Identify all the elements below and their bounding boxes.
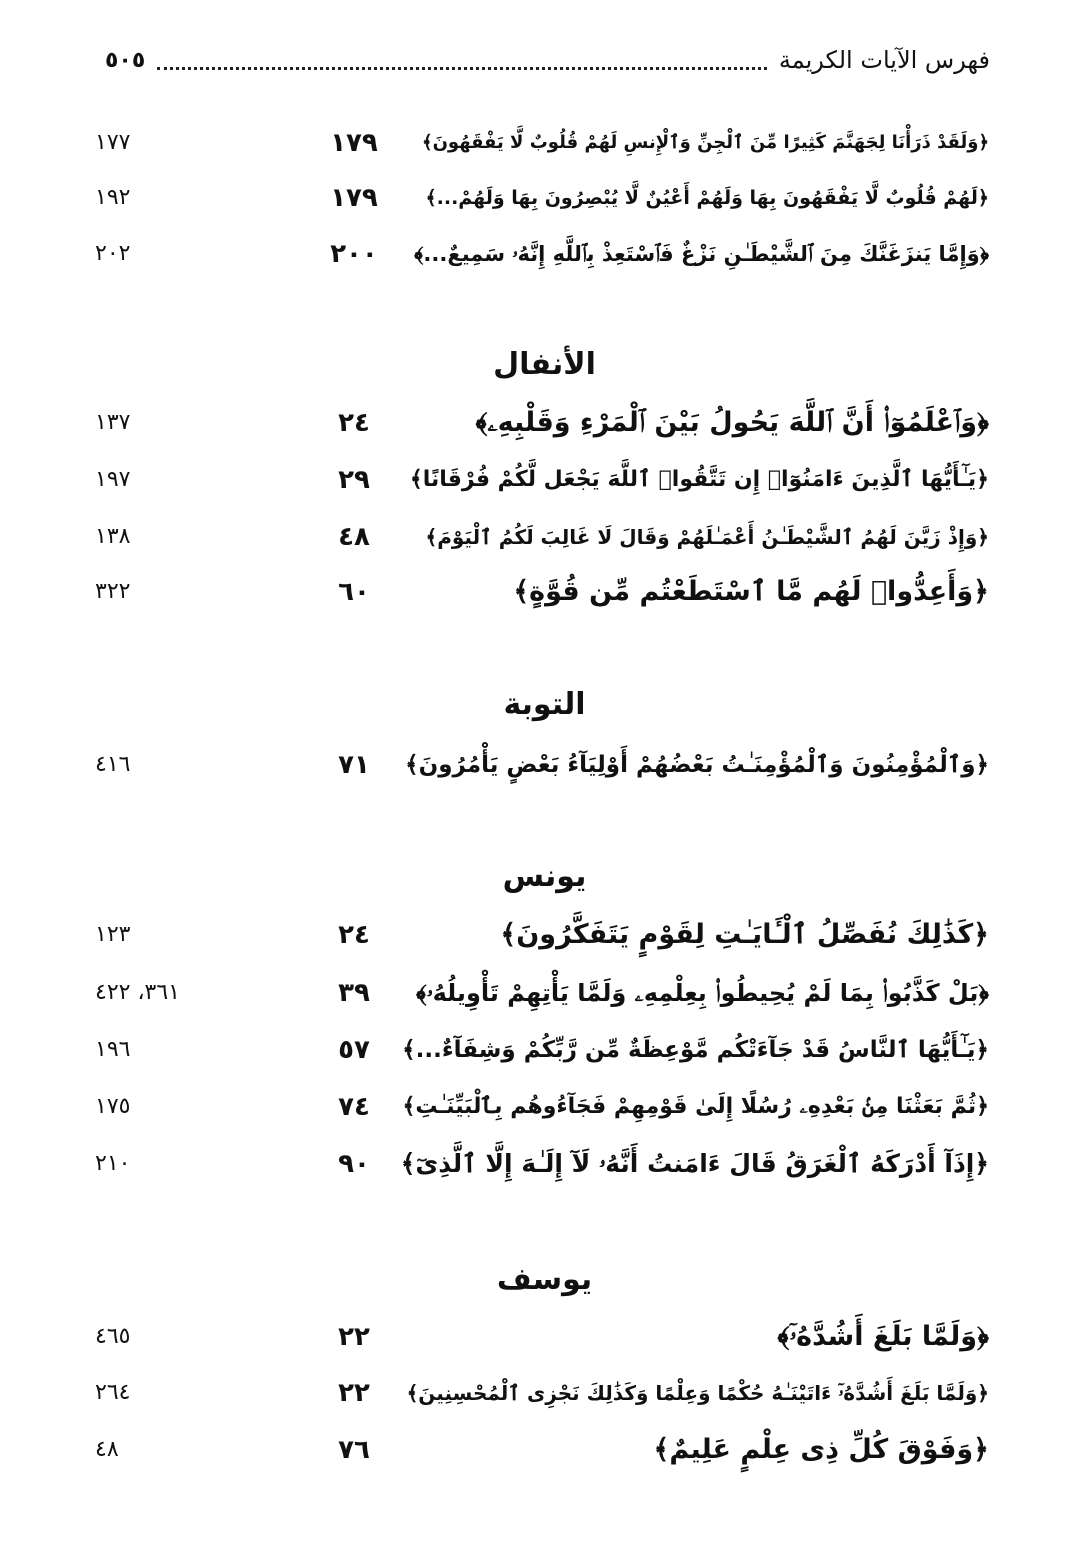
surah-heading: الأنفال (493, 347, 596, 382)
verse-text: ﴿وَإِمَّا يَنزَغَنَّكَ مِنَ ٱلشَّيْطَـٰنِ نَزْغٌ فَٱسْتَعِذْ بِٱللَّهِ إِنَّهُۥ سَمِيعٌ...﴾ (414, 242, 989, 266)
index-row (0, 1025, 1089, 1075)
page-reference: ٤٨ (95, 1437, 119, 1462)
verse-text: ﴿وَفَوْقَ كُلِّ ذِى عِلْمٍ عَلِيمٌ﴾ (653, 1434, 989, 1465)
index-row (0, 1425, 1089, 1475)
surah-heading: التوبة (503, 687, 586, 722)
ayah-number: ١٧٩ (330, 183, 378, 213)
ayah-number: ٢٢ (338, 1378, 370, 1408)
index-row (0, 1312, 1089, 1362)
verse-text: ﴿وَلَمَّا بَلَغَ أَشُدَّهُۥٓ ءَاتَيْنَـٰهُ حُكْمًا وَعِلْمًا وَكَذَٰلِكَ نَجْزِى ٱلْمُحْسِنِينَ﴾ (406, 1381, 989, 1405)
verse-text: ﴿وَأَعِدُّوا۟ لَهُم مَّا ٱسْتَطَعْتُم مِّن قُوَّةٍ﴾ (513, 576, 989, 607)
ayah-number: ٣٩ (338, 978, 370, 1008)
leader-dots (157, 67, 767, 70)
header-title: فهرس الآيات الكريمة (778, 46, 990, 74)
ayah-number: ٢٤ (338, 920, 370, 950)
page-reference: ١٩٦ (95, 1037, 131, 1062)
index-row (0, 1368, 1089, 1418)
page-reference: ١٣٧ (95, 410, 131, 435)
page-reference: ٢٦٤ (95, 1380, 131, 1405)
ayah-number: ٢٠٠ (330, 239, 378, 269)
verse-text: ﴿ثُمَّ بَعَثْنَا مِنۢ بَعْدِهِۦ رُسُلًا إِلَىٰ قَوْمِهِمْ فَجَآءُوهُم بِٱلْبَيِّنَـٰتِ﴾ (402, 1094, 989, 1119)
verse-text: ﴿وَلَقَدْ ذَرَأْنَا لِجَهَنَّمَ كَثِيرًا مِّنَ ٱلْجِنِّ وَٱلْإِنسِ لَهُمْ قُلُوبٌ لَّا يَفْقَهُونَ﴾ (422, 132, 989, 153)
index-row (0, 1082, 1089, 1132)
verse-text: ﴿كَذَٰلِكَ نُفَصِّلُ ٱلْـَٔايَـٰتِ لِقَوْمٍ يَتَفَكَّرُونَ﴾ (500, 919, 989, 950)
ayah-number: ٧٦ (338, 1435, 370, 1465)
index-row (0, 740, 1089, 790)
surah-heading: يونس (502, 859, 587, 894)
page-reference: ٤١٦ (95, 752, 131, 777)
verse-text: ﴿وَلَمَّا بَلَغَ أَشُدَّهُۥٓ﴾ (777, 1321, 989, 1352)
verse-text: ﴿يَـٰٓأَيُّهَا ٱلَّذِينَ ءَامَنُوٓا۟ إِن تَتَّقُوا۟ ٱللَّهَ يَجْعَل لَّكُمْ فُرْقَانًا﴾ (409, 467, 989, 492)
ayah-number: ١٧٩ (330, 128, 378, 158)
index-row (0, 455, 1089, 505)
verse-text: ﴿إِذَآ أَدْرَكَهُ ٱلْغَرَقُ قَالَ ءَامَنتُ أَنَّهُۥ لَآ إِلَـٰهَ إِلَّا ٱلَّذِىٓ﴾ (400, 1149, 989, 1178)
surah-heading: يوسف (496, 1262, 593, 1297)
ayah-number: ٢٤ (338, 408, 370, 438)
ayah-number: ٩٠ (338, 1149, 370, 1179)
ayah-number: ٢٩ (338, 465, 370, 495)
ayah-number: ٢٢ (338, 1322, 370, 1352)
verse-text: ﴿بَلْ كَذَّبُوا۟ بِمَا لَمْ يُحِيطُوا۟ بِعِلْمِهِۦ وَلَمَّا يَأْتِهِمْ تَأْوِيلُهُۥ﴾ (415, 979, 989, 1007)
index-row (0, 1139, 1089, 1189)
page-number: ٥٠٥ (105, 47, 146, 73)
verse-text: ﴿وَٱلْمُؤْمِنُونَ وَٱلْمُؤْمِنَـٰتُ بَعْضُهُمْ أَوْلِيَآءُ بَعْضٍ يَأْمُرُونَ﴾ (405, 752, 989, 778)
page-reference: ٢٠٢ (95, 241, 131, 266)
page-reference: ١٩٧ (95, 467, 131, 492)
verse-text: ﴿وَإِذْ زَيَّنَ لَهُمُ ٱلشَّيْطَـٰنُ أَعْمَـٰلَهُمْ وَقَالَ لَا غَالِبَ لَكُمُ ٱلْيَوْمَ﴾ (425, 525, 989, 549)
page-reference: ٤٦٥ (95, 1324, 131, 1349)
ayah-number: ٤٨ (338, 522, 370, 552)
verse-text: ﴿لَهُمْ قُلُوبٌ لَّا يَفْقَهُونَ بِهَا وَلَهُمْ أَعْيُنٌ لَّا يُبْصِرُونَ بِهَا وَلَهُمْ...﴾ (425, 187, 989, 209)
index-row (0, 398, 1089, 448)
ayah-number: ٧١ (338, 750, 370, 780)
ayah-number: ٥٧ (338, 1035, 370, 1065)
running-header (105, 40, 990, 80)
verse-text: ﴿يَـٰٓأَيُّهَا ٱلنَّاسُ قَدْ جَآءَتْكُم مَّوْعِظَةٌ مِّن رَّبِّكُمْ وَشِفَآءٌ...﴾ (402, 1037, 989, 1063)
index-row (0, 512, 1089, 562)
page-reference: ١٧٥ (95, 1094, 131, 1119)
page-reference: ١٧٧ (95, 130, 131, 155)
index-row (0, 567, 1089, 617)
index-row (0, 968, 1089, 1018)
page-reference: ٣٢٢ (95, 579, 131, 604)
index-row (0, 173, 1089, 223)
page-reference: ١٢٣ (95, 922, 131, 947)
index-row (0, 910, 1089, 960)
index-row (0, 229, 1089, 279)
index-row (0, 118, 1089, 168)
verse-text: ﴿وَٱعْلَمُوٓا۟ أَنَّ ٱللَّهَ يَحُولُ بَيْنَ ٱلْمَرْءِ وَقَلْبِهِۦ﴾ (475, 407, 989, 438)
page-reference: ٣٦١، ٤٢٢ (95, 980, 180, 1005)
page-reference: ١٩٢ (95, 185, 131, 210)
ayah-number: ٧٤ (338, 1092, 370, 1122)
page-reference: ١٣٨ (95, 524, 131, 549)
page-reference: ٢١٠ (95, 1151, 131, 1176)
ayah-number: ٦٠ (338, 577, 370, 607)
